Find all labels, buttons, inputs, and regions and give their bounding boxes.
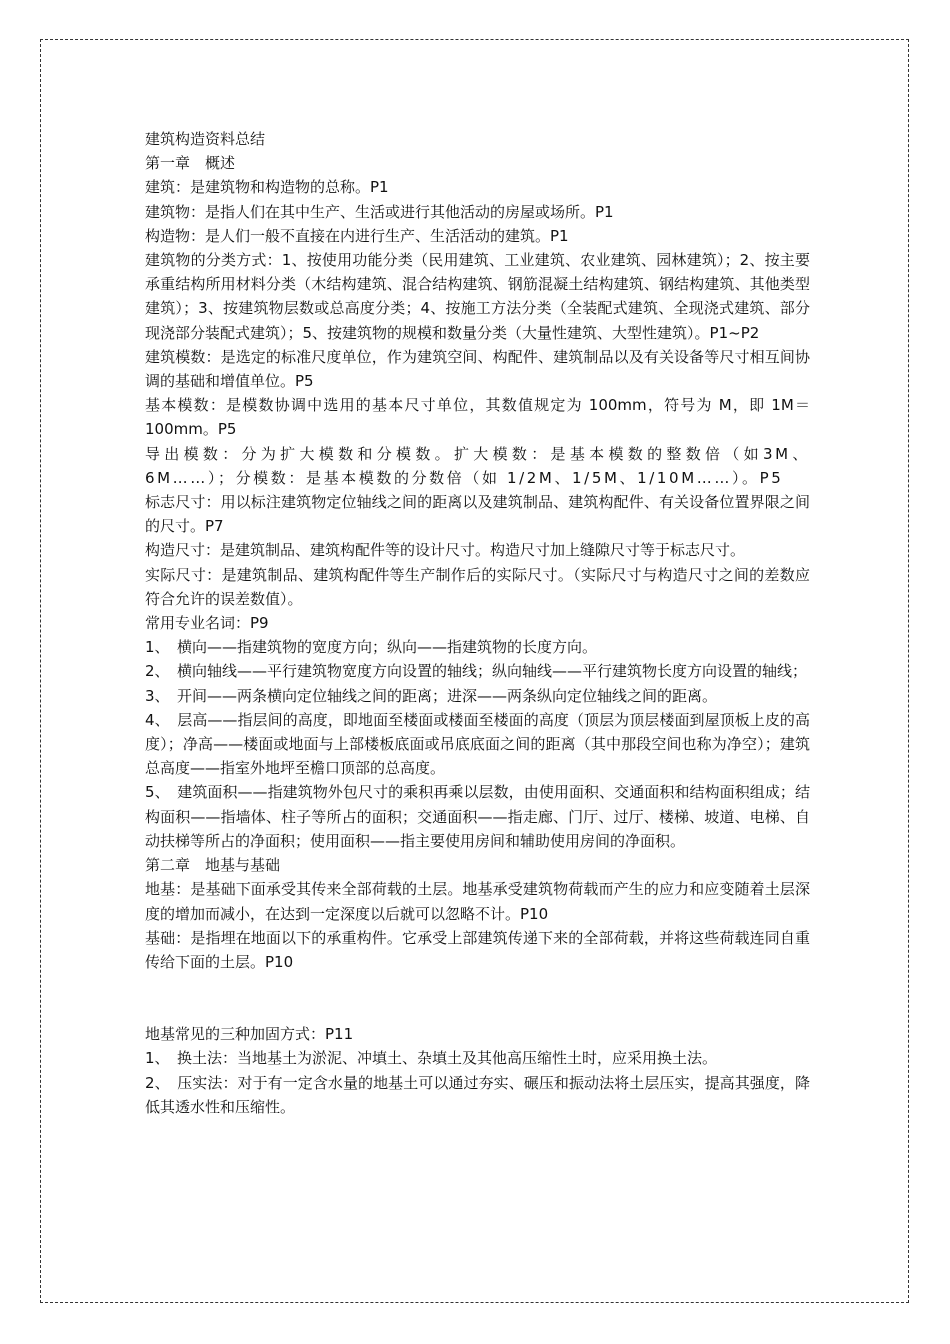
list-item: 5、 建筑面积——指建筑物外包尺寸的乘积再乘以层数，由使用面积、交通面积和结构面积组成；结构面积——指墙体、柱子等所占的面积；交通面积——指走廊、门厅、过厅、楼梯、坡道、电梯、自动扶梯等所占的净面积；使用面积——指主要使用房间和辅助使用房间的净面积。 (145, 783, 810, 850)
definition-building-module: 建筑模数：是选定的标准尺度单位，作为建筑空间、构配件、建筑制品以及有关设备等尺寸相互间协调的基础和增值单位。P5 (145, 347, 810, 391)
common-terms-heading: 常用专业名词：P9 (145, 614, 269, 633)
blank-space (145, 974, 810, 1022)
definition-foundation: 基础：是指埋在地面以下的承重构件。它承受上部建筑传递下来的全部荷载，并将这些荷载连同自重传给下面的土层。P10 (145, 928, 810, 971)
definition-structure: 构造物：是人们一般不直接在内进行生产、生活活动的建筑。P1 (145, 226, 569, 245)
definition-actual-size: 实际尺寸：是建筑制品、建筑构配件等生产制作后的实际尺寸。（实际尺寸与构造尺寸之间的差数应符合允许的误差数值）。 (145, 565, 810, 608)
document-body (145, 127, 810, 1119)
definition-basic-module: 基本模数：是模数协调中选用的基本尺寸单位，其数值规定为 100mm，符号为 M，即 1M＝100mm。P5 (145, 396, 810, 439)
chapter-2-heading: 第二章 地基与基础 (145, 856, 281, 875)
list-item: 1、 横向——指建筑物的宽度方向；纵向——指建筑物的长度方向。 (145, 638, 598, 657)
definition-nominal-size: 标志尺寸：用以标注建筑物定位轴线之间的距离以及建筑制品、建筑构配件、有关设备位置界限之间的尺寸。P7 (145, 493, 810, 536)
definition-building-object: 建筑物：是指人们在其中生产、生活或进行其他活动的房屋或场所。P1 (145, 202, 614, 221)
definition-construction-size: 构造尺寸：是建筑制品、建筑构配件等的设计尺寸。构造尺寸加上缝隙尺寸等于标志尺寸。 (145, 541, 746, 560)
definition-building: 建筑：是建筑物和构造物的总称。P1 (145, 178, 389, 197)
document-title: 建筑构造资料总结 (145, 130, 266, 148)
list-item: 3、 开间——两条横向定位轴线之间的距离；进深——两条纵向定位轴线之间的距离。 (145, 686, 718, 705)
list-item: 2、 压实法：对于有一定含水量的地基土可以通过夯实、碾压和振动法将土层压实，提高其强度，降低其透水性和压缩性。 (145, 1073, 810, 1116)
building-classification: 建筑物的分类方式：1、按使用功能分类（民用建筑、工业建筑、农业建筑、园林建筑）；2、按主要承重结构所用材料分类（木结构建筑、混合结构建筑、钢筋混凝土结构建筑、钢结构建筑、其他类型建筑）；3、按建筑物层数或总高度分类；4、按施工方法分类（全装配式建筑、全现浇式建筑、部分现浇部分装配式建筑）；5、按建筑物的规模和数量分类（大量性建筑、大型性建筑）。P1~P2 (145, 251, 810, 342)
definition-foundation-soil: 地基：是基础下面承受其传来全部荷载的土层。地基承受建筑物荷载而产生的应力和应变随着土层深度的增加而减小，在达到一定深度以后就可以忽略不计。P10 (145, 880, 810, 923)
chapter-1-heading: 第一章 概述 (145, 154, 236, 173)
list-item: 4、 层高——指层间的高度，即地面至楼面或楼面至楼面的高度（顶层为顶层楼面到屋顶板上皮的高度）；净高——楼面或地面与上部楼板底面或吊底底面之间的距离（其中那段空间也称为净空）；建筑总高度——指室外地坪至檐口顶部的总高度。 (145, 710, 810, 778)
list-item: 2、 横向轴线——平行建筑物宽度方向设置的轴线；纵向轴线——平行建筑物长度方向设置的轴线； (145, 662, 808, 681)
list-item: 1、 换土法：当地基土为淤泥、冲填土、杂填土及其他高压缩性土时，应采用换土法。 (145, 1049, 718, 1068)
reinforcement-methods-heading: 地基常见的三种加固方式：P11 (145, 1025, 354, 1044)
definition-derived-module: 导出模数：分为扩大模数和分模数。扩大模数：是基本模数的整数倍（如3M、6M……）；分模数：是基本模数的分数倍（如 1/2M、1/5M、1/10M……）。P5 (145, 444, 810, 487)
